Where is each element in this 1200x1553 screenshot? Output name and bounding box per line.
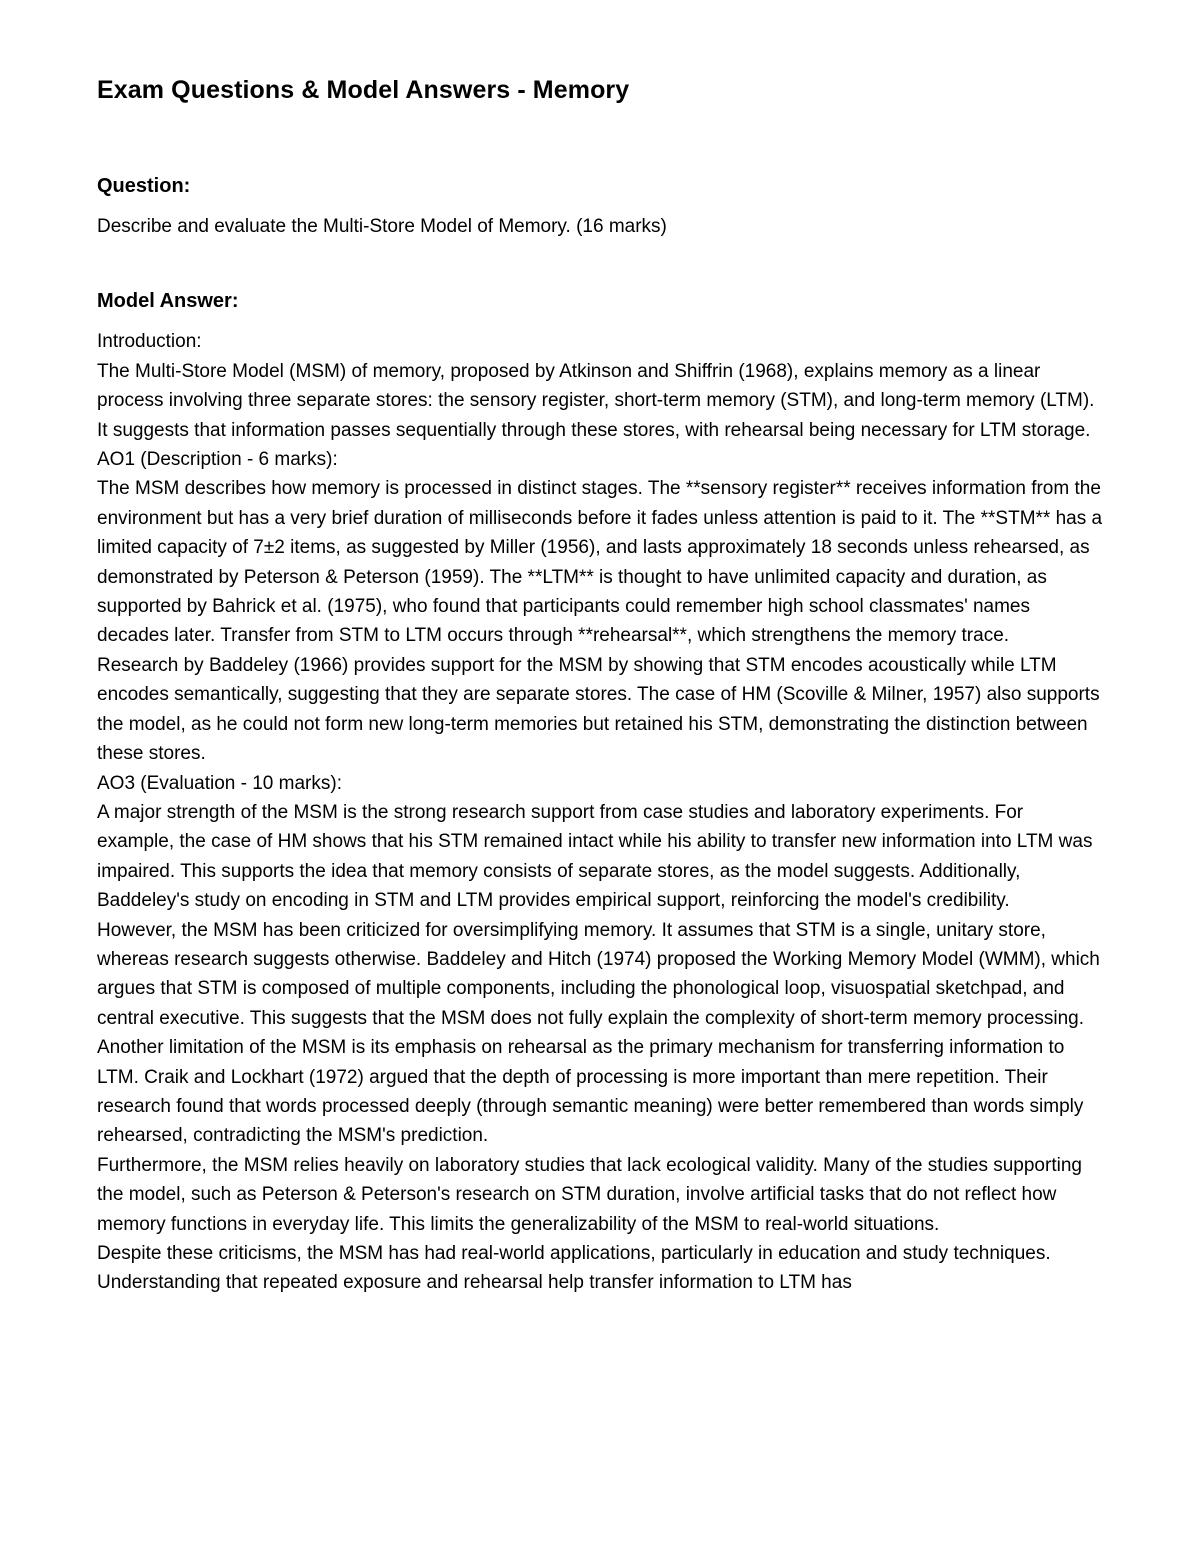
- ao1-research-paragraph: Research by Baddeley (1966) provides support for the MSM by showing that STM encodes acoustically while LTM encodes semantically, suggesting that they are separate stores. The case of HM (Scoville & Milner, 1957) also supports the model, as he could not form new long-term memories but retained his STM, demonstrating the distinction between these stores.: [97, 654, 1100, 765]
- document-title: Exam Questions & Model Answers - Memory: [97, 76, 630, 104]
- question-heading: Question:: [97, 175, 191, 197]
- ao3-strength-paragraph: A major strength of the MSM is the strong research support from case studies and laboratory experiments. For example, the case of HM shows that his STM remained intact while his ability to transfer new information into LTM was impaired. This supports the idea that memory consists of separate stores, as the model suggests. Additionally, Baddeley's study on encoding in STM and LTM provides empirical support, reinforcing the model's credibility.: [97, 801, 1093, 912]
- model-answer-body: [97, 327, 1104, 1297]
- ao3-ecological-validity-paragraph: Furthermore, the MSM relies heavily on laboratory studies that lack ecological validity. Many of the studies supporting the model, such as Peterson & Peterson's research on STM duration, involve artificial tasks that do not reflect how memory functions in everyday life. This limits the generalizability of the MSM to real-world situations.: [97, 1154, 1082, 1235]
- ao1-description-paragraph: The MSM describes how memory is processed in distinct stages. The **sensory register** receives information from the environment but has a very brief duration of milliseconds before it fades unless attention is paid to it. The **STM** has a limited capacity of 7±2 items, as suggested by Miller (1956), and lasts approximately 18 seconds unless rehearsed, as demonstrated by Peterson & Peterson (1959). The **LTM** is thought to have unlimited capacity and duration, as supported by Bahrick et al. (1975), who found that participants could remember high school classmates' names decades later. Transfer from STM to LTM occurs through **rehearsal**, which strengthens the memory trace.: [97, 478, 1103, 647]
- ao3-applications-paragraph: Despite these criticisms, the MSM has had real-world applications, particularly in education and study techniques. Understanding that repeated exposure and rehearsal help transfer information to LTM has: [97, 1243, 1051, 1294]
- ao3-rehearsal-limitation-paragraph: Another limitation of the MSM is its emphasis on rehearsal as the primary mechanism for transferring information to LTM. Craik and Lockhart (1972) argued that the depth of processing is more important than mere repetition. Their research found that words processed deeply (through semantic meaning) were better remembered than words simply rehearsed, contradicting the MSM's prediction.: [97, 1037, 1084, 1147]
- introduction-paragraph: The Multi-Store Model (MSM) of memory, proposed by Atkinson and Shiffrin (1968), explains memory as a linear process involving three separate stores: the sensory register, short-term memory (STM), and long-term memory (LTM). It suggests that information passes sequentially through these stores, with rehearsal being necessary for LTM storage.: [97, 360, 1095, 441]
- ao3-label: AO3 (Evaluation - 10 marks):: [97, 772, 342, 794]
- ao1-label: AO1 (Description - 6 marks):: [97, 449, 338, 471]
- model-answer-heading: Model Answer:: [97, 290, 239, 313]
- ao3-oversimplification-paragraph: However, the MSM has been criticized for oversimplifying memory. It assumes that STM is a single, unitary store, whereas research suggests otherwise. Baddeley and Hitch (1974) proposed the Working Memory Model (WMM), which argues that STM is composed of multiple components, including the phonological loop, visuospatial sketchpad, and central executive. This suggests that the MSM does not fully explain the complexity of short-term memory processing.: [97, 919, 1100, 1029]
- introduction-label: Introduction:: [97, 331, 202, 353]
- question-text: Describe and evaluate the Multi-Store Model of Memory. (16 marks): [97, 216, 667, 237]
